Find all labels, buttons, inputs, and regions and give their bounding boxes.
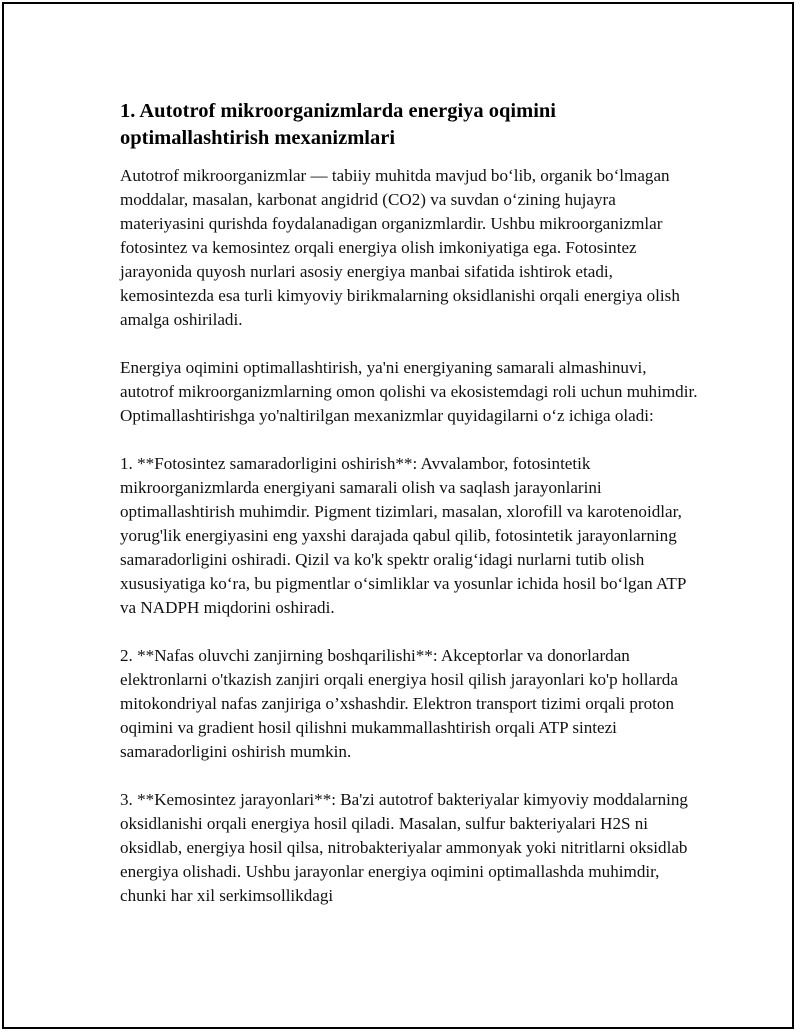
- paragraph-optimization: Energiya oqimini optimallashtirish, ya'ni energiyaning samarali almashinuvi, autotrof mikroorganizmlarning omon qolishi va ekosistemdagi roli uchun muhimdir. Optimallashtirishga yo'naltirilgan mexanizmlar quyidagilarni o‘z ichiga oladi:: [120, 358, 698, 425]
- section-heading: 1. Autotrof mikroorganizmlarda energiya oqimini optimallashtirish mexanizmlari: [120, 100, 556, 149]
- paragraph-intro: Autotrof mikroorganizmlar — tabiiy muhitda mavjud bo‘lib, organik bo‘lmagan moddalar, masalan, karbonat angidrid (CO2) va suvdan o‘zining hujayra materiyasini qurishda foydalanadigan organizmlardir. Ushbu mikroorganizmlar fotosintez va kemosintez orqali energiya olish imkoniyatiga ega. Fotosintez jarayonida quyosh nurlari asosiy energiya manbai sifatida ishtirok etadi, kemosintezda esa turli kimyoviy birikmalarning oksidlanishi orqali energiya olish amalga oshiriladi.: [120, 166, 680, 329]
- list-item-respiratory-chain: 2. **Nafas oluvchi zanjirning boshqarilishi**: Akceptorlar va donorlardan elektronlarni o'tkazish zanjiri orqali energiya hosil qilish jarayonlari ko'p hollarda mitokondriyal nafas zanjiriga o’xshashdir. Elektron transport tizimi orqali proton oqimini va gradient hosil qilishni mukammallashtirish orqali ATP sintezi samaradorligini oshirish mumkin.: [120, 646, 678, 761]
- list-item-photosynthesis: 1. **Fotosintez samaradorligini oshirish**: Avvalambor, fotosintetik mikroorganizmlarda energiyani samarali olish va saqlash jarayonlarini optimallashtirish muhimdir. Pigment tizimlari, masalan, xlorofill va karotenoidlar, yorug'lik energiyasini eng yaxshi darajada qabul qilib, fotosintetik jarayonlarning samaradorligini oshiradi. Qizil va ko'k spektr oralig‘idagi nurlarni tutib olish xususiyatiga ko‘ra, bu pigmentlar o‘simliklar va yosunlar ichida hosil bo‘lgan ATP va NADPH miqdorini oshiradi.: [120, 454, 686, 617]
- list-item-chemosynthesis: 3. **Kemosintez jarayonlari**: Ba'zi autotrof bakteriyalar kimyoviy moddalarning oksidlanishi orqali energiya hosil qiladi. Masalan, sulfur bakteriyalari H2S ni oksidlab, energiya hosil qilsa, nitrobakteriyalar ammonyak yoki nitritlarni oksidlab energiya olishadi. Ushbu jarayonlar energiya oqimini optimallashda muhimdir, chunki har xil serkimsollikdagi: [120, 790, 688, 905]
- document-body: [120, 98, 700, 932]
- document-page: [2, 2, 794, 1029]
